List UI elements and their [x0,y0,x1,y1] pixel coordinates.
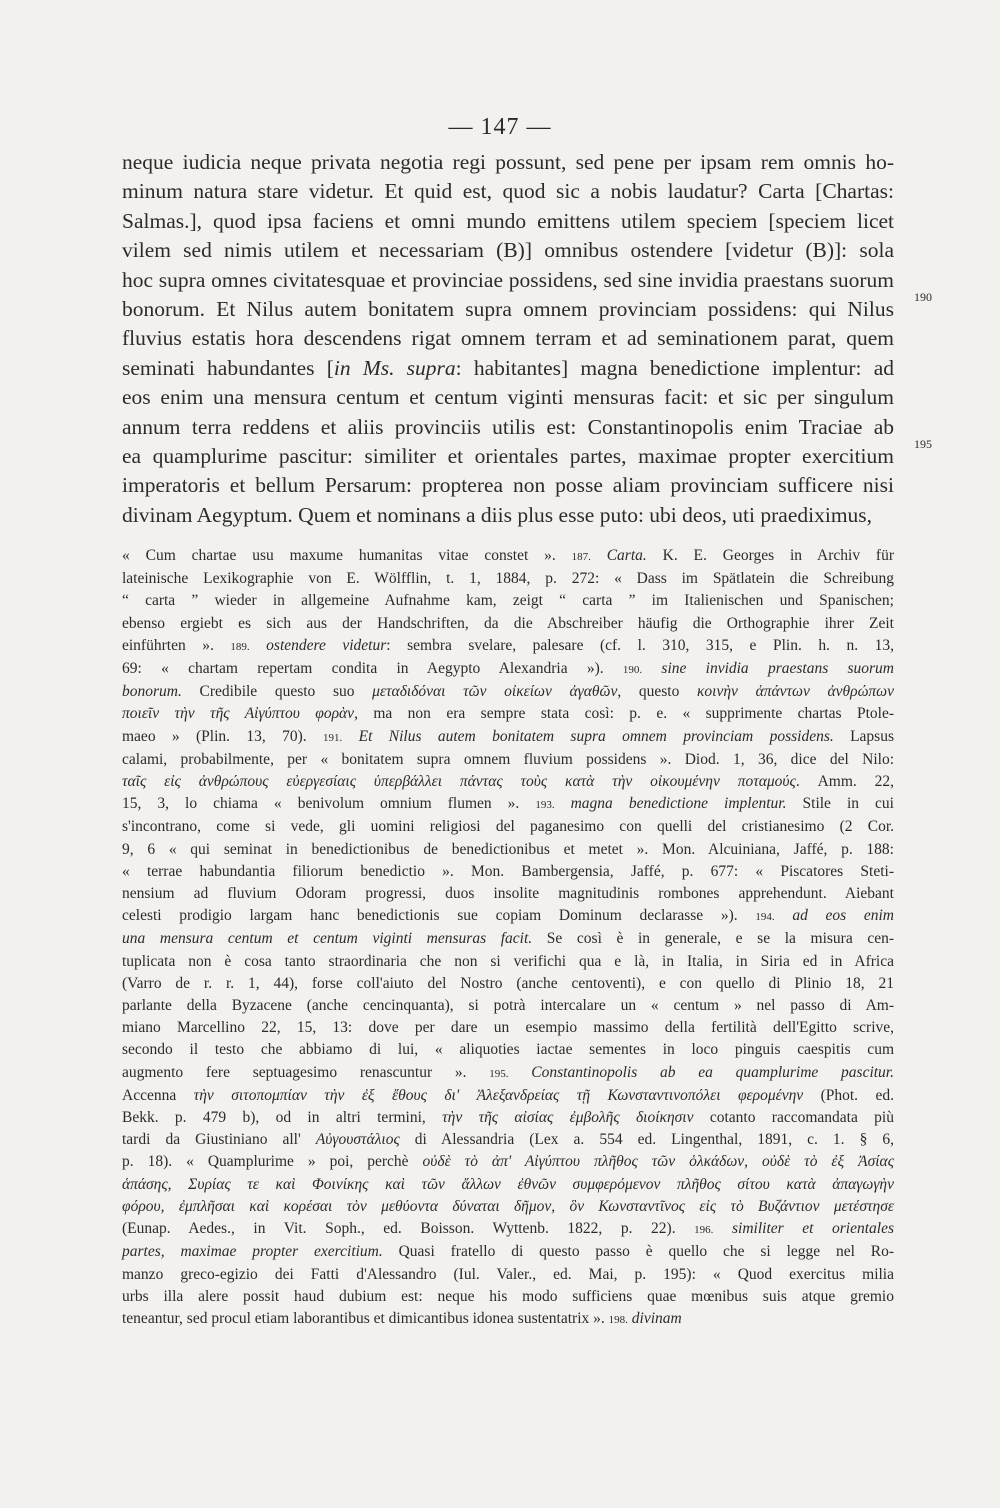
footnote-line: lateinische Lexikographie von E. Wölfflin, t. 1, 1884, p. 272: « Dass im Spätlatein die Schreibung [122,570,894,588]
footnote-line [122,658,894,681]
text-segment: « Cum chartae usu maxume humanitas vitae constet ». [122,547,572,564]
main-text-block [122,148,894,530]
main-text-line: vilem sed nimis utilem et necessariam (B)] omnibus ostendere [videtur (B)]: sola [122,238,894,263]
footnote-line: 9, 6 « qui seminat in benedictionibus de benedictionibus et metet ». Mon. Alcuiniana, Jaffé, p. 188: [122,840,894,858]
main-text-line: hoc supra omnes civitatesquae et provinciae possidens, sed sine invidia praestans suorum [122,267,894,292]
text-segment [591,547,607,564]
note-number: 187. [571,551,591,563]
text-segment: seminati habundantes [ [122,355,334,380]
footnotes-block [122,545,894,1331]
italic-text: ἁπάσης, Συρίας τε καὶ Φοινίκης καὶ τῶν ἄλλων ἐθνῶν συμφερόμενον πλῆθος σίτου κατὰ ἀπαγωγὴν [122,1175,894,1193]
text-segment: celesti prodigio largam hanc benedictionis sue copiam Dominum declarasse »). [122,907,756,925]
footnote-line [122,1107,894,1129]
italic-text: ostendere videtur [266,636,387,654]
page-number: — 147 — [448,114,552,140]
italic-text: Et Nilus autem bonitatem supra omnem provinciam possidens. [358,727,834,745]
margin-line-marker: 190 [914,290,932,304]
footnote-line: ebenso ergiebt es sich aus der Handschriften, da die Abschreiber häufig die Orthographie ihrer Zeit [122,614,894,632]
footnote-line [122,1062,894,1085]
main-text-line: divinam Aegyptum. Quem et nominans a diis plus esse puto: ubi deos, uti praediximus, [122,502,873,527]
footnote-line [122,928,894,950]
text-segment: Credibile questo suo [181,683,373,701]
text-segment: p. 18). « Quamplurime » poi, perchè [122,1153,423,1171]
footnote-line: tuplicata non è cosa tanto straordinaria che non si verifichi qua e là, in Italia, in Siria ed in Africa [122,952,894,970]
footnote-line [122,681,894,703]
note-number: 194. [755,911,775,924]
text-segment: Lapsus [833,727,894,745]
italic-text: divinam [631,1309,682,1327]
footnote-line: (Varro de r. r. 1, 44), forse coll'aiuto del Nostro (anche centoventi), e con quello di Plinio 18, 21 [122,974,894,992]
text-segment: . Amm. 22, [795,773,894,791]
footnote-line: manzo greco-egizio dei Fatti d'Alessandro (Iul. Valer., ed. Mai, p. 195): « Quod exercitus milia [122,1265,894,1283]
text-segment: cotanto raccomandata più [693,1109,894,1127]
main-text-line: eos enim una mensura centum et centum viginti mensuras facit: et sic per singulum [122,385,894,410]
note-number: 198. [608,1313,628,1326]
footnote-line [122,545,894,568]
note-number: 196. [694,1224,714,1237]
italic-text: partes, maximae propter exercitium. [122,1243,383,1261]
text-segment: Accenna [122,1086,194,1104]
text-segment: , questo [617,683,697,701]
footnote-line: miano Marcellino 22, 15, 13: dove per dare un esempio massimo della fertilità dell'Egitto scrive, [122,1019,894,1037]
text-segment: einführten ». [122,636,231,654]
main-text-line: neque iudicia neque privata negotia regi possunt, sed pene per ipsam rem omnis ho- [122,150,894,174]
text-segment [555,795,571,812]
main-text-line: Salmas.], quod ipsa faciens et omni mundo emittens utilem speciem [speciem licet [122,208,894,233]
text-segment [775,907,793,924]
footnote-line [122,1085,894,1107]
text-segment: 69: « chartam repertam condita in Aegypto Alexandria »). [122,660,623,678]
main-text-line: minum natura stare videtur. Et quid est, quod sic a nobis laudatur? Carta [Chartas: [122,179,894,204]
text-segment: maeo » (Plin. 13, 70). [122,727,324,745]
footnote-line [122,1241,894,1263]
text-segment: teneantur, sed procul etiam laborantibus et dimicantibus idonea sustentatrix ». [122,1309,609,1327]
text-segment: tardi da Giustiniano all' [122,1131,316,1149]
main-text-line [122,354,894,383]
italic-text: οὐδὲ τὸ ἀπ' Αἰγύπτου πλῆθος τῶν ὁλκάδων, οὐδὲ τὸ ἐξ Ἀσίας [422,1153,894,1171]
text-segment: di Alessandria (Lex a. 554 ed. Lingenthal, 1891, c. 1. § 6, [399,1131,895,1149]
text-segment [713,1220,732,1237]
footnote-line [122,771,894,793]
footnote-line [122,1151,894,1173]
italic-text: ad eos enim [792,907,894,925]
italic-text: κοινὴν ἁπάντων ἀνθρώπων [696,683,894,701]
text-segment: : sembra svelare, palesare (cf. l. 310, 315, e Plin. h. n. 13, [386,636,895,654]
italic-text: Αὐγουστάλιος [315,1131,400,1149]
text-segment: augmento fere septuagesimo renascuntur ». [122,1063,490,1081]
italic-text: φόρου, ἐμπλῆσαι καὶ κορέσαι τὸν μεθύοντα δύναται δῆμον, ὃν Κωνσταντῖνος εἰς τὸ Βυζάντιον μετέστησε [122,1197,894,1215]
italic-text: Constantinopolis ab ea quamplurime pascitur. [531,1063,894,1081]
footnote-line [122,726,894,749]
main-text-line: fluvius estatis hora descendens rigat omnem terram et ad seminationem parat, quem [122,326,894,351]
footnote-line [122,1174,894,1196]
italic-text: magna benedictione implentur. [570,795,787,813]
text-segment: Stile in cui [786,795,894,813]
note-number: 189. [230,640,250,653]
footnote-line [122,905,894,928]
footnote-line [122,1129,894,1151]
italic-text: Carta. [606,547,647,564]
text-segment [342,728,358,745]
footnote-line [122,1218,894,1241]
note-number: 191. [323,731,343,744]
text-segment: (Eunap. Aedes., in Vit. Soph., ed. Boisson. Wyttenb. 1822, p. 22). [122,1220,695,1238]
footnote-line [122,635,894,658]
main-text-line: bonorum. Et Nilus autem bonitatem supra omnem provinciam possidens: qui Nilus [122,297,894,322]
note-number: 195. [489,1067,509,1080]
main-text-line: ea quamplurime pascitur: similiter et orientales partes, maximae propter exercitium [122,444,894,469]
italic-text: in Ms. supra [333,355,456,380]
text-segment: 15, 3, lo chiama « benivolum omnium flumen ». [122,795,536,813]
text-segment: K. E. Georges in Archiv für [646,547,895,564]
footnote-line [122,703,894,725]
text-segment: (Phot. ed. [803,1086,894,1104]
footnote-line [122,1196,894,1218]
text-segment: Bekk. p. 479 b), od in altri termini, [122,1109,443,1127]
footnote-line: s'incontrano, come si vede, gli uomini religiosi del paganesimo con quelli del cristianesimo (2 Cor. [122,818,894,836]
text-segment [250,637,267,654]
footnote-line: « terrae habundantia filiorum benedictio ». Mon. Bambergensia, Jaffé, p. 677: « Piscatores Steti- [122,862,894,880]
text-segment [509,1064,532,1081]
italic-text: τὴν σιτοπομπίαν τὴν ἐξ ἔθους δι' Ἀλεξανδρείας τῇ Κωνσταντινοπόλει φερομένην [193,1086,804,1104]
main-text-line: imperatoris et bellum Persarum: propterea non posse aliam provinciam sufficere nisi [122,473,894,498]
italic-text: sine invidia praestans suorum [661,660,894,678]
text-segment: , ma non era sempre stata così: p. e. « supprimente chartas Ptole- [354,705,894,723]
italic-text: τὴν τῆς αἰσίας ἐμβολῆς διοίκησιν [442,1109,694,1127]
italic-text: ποιεῖν τὴν τῆς Αἰγύπτου φορὰν [122,705,355,723]
note-number: 190. [622,664,643,677]
text-segment: : habitantes] magna benedictione implentur: ad [455,355,895,380]
footnote-line: parlante della Byzacene (anche cencinquanta), si potrà intercalare un « centum » nel passo di Am- [122,997,894,1015]
italic-text: ταῖς εἰς ἀνθρώπους εὐεργεσίαις ὑπερβάλλει πάντας τοὺς κατὰ τὴν οἰκουμένην ποταμούς [122,773,796,791]
footnote-line: secondo il testo che abbiamo di lui, « aliquoties iactae sementes in loco pinguis caespitis cum [122,1041,894,1059]
footnote-line: calami, probabilmente, per « bonitatem supra omnem fluvium possidens ». Diod. 1, 36, dice del Nilo: [122,750,894,768]
note-number: 193. [535,799,555,812]
italic-text: similiter et orientales [732,1220,894,1238]
text-segment [642,660,661,677]
footnote-line: “ carta ” wieder in allgemeine Aufnahme kam, zeigt “ carta ” im Italienischen und Spanischen; [122,592,894,610]
italic-text: bonorum. [122,683,182,701]
main-text-line: annum terra reddens et aliis provinciis utilis est: Constantinopolis enim Traciae ab [122,414,894,439]
italic-text: μεταδιδόναι τῶν οἰκείων ἀγαθῶν [372,683,618,701]
text-segment: Se così è in generale, e se la misura cen- [532,930,894,948]
footnote-line [122,1308,894,1331]
footnote-line: urbs illa alere possit haud dubium est: neque his modo sufficiens quae mœnibus suis atque gremio [122,1287,894,1305]
footnote-line: nensium ad fluvium Odoram progressi, duos insolite magnitudinis rombones apprehendunt. Aiebant [122,885,894,903]
margin-line-marker: 195 [914,437,932,451]
footnote-line [122,793,894,816]
italic-text: una mensura centum et centum viginti mensuras facit. [122,930,533,948]
text-segment: Quasi fratello di questo passo è quello che si legge nel Ro- [382,1243,895,1261]
